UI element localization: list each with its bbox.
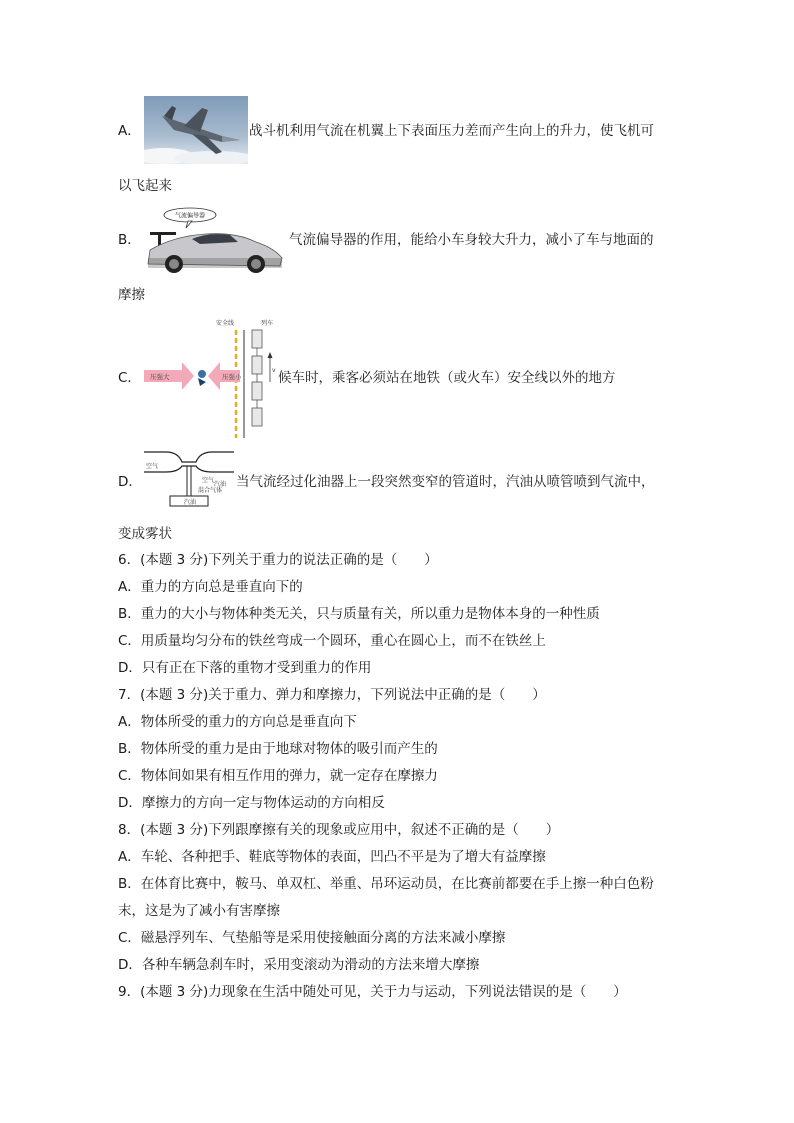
air-label: 空气 <box>146 463 159 470</box>
train-label: 列车 <box>261 320 274 327</box>
q8-option-b-line2: 末，这是为了减小有害摩擦 <box>118 903 280 919</box>
option-b-letter: B． <box>118 232 141 248</box>
q6-option-c: C．用质量均匀分布的铁丝弯成一个圆环，重心在圆心上，而不在铁丝上 <box>118 633 546 649</box>
q6-option-b: B．重力的大小与物体种类无关，只与质量有关，所以重力是物体本身的一种性质 <box>118 606 600 622</box>
option-a-text-line2: 以飞起来 <box>118 178 172 194</box>
option-c-text: 候车时，乘客必须站在地铁（或火车）安全线以外的地方 <box>278 370 616 386</box>
safety-line-label: 安全线 <box>216 320 235 327</box>
spoiler-bubble-label: 气流偏导器 <box>174 212 206 220</box>
option-c-letter: C． <box>118 370 141 386</box>
q6-option-d: D．只有正在下落的重物才受到重力的作用 <box>118 660 372 676</box>
q6-option-a: A．重力的方向总是垂直向下的 <box>118 579 303 595</box>
q7-option-a: A．物体所受的重力的方向总是垂直向下 <box>118 714 357 730</box>
option-d-text-line2: 变成雾状 <box>118 526 172 542</box>
speed-label: v <box>272 367 276 374</box>
pressure-high-label: 压强大 <box>150 373 170 381</box>
q6-stem: 6．(本题 3 分)下列关于重力的说法正确的是（ ） <box>118 552 438 568</box>
option-d-letter: D． <box>118 474 142 490</box>
option-b-text-line2: 摩擦 <box>118 287 145 303</box>
carburetor-diagram <box>144 448 234 510</box>
q7-option-b: B．物体所受的重力是由于地球对物体的吸引而产生的 <box>118 741 438 757</box>
option-a-letter: A． <box>118 123 141 139</box>
q7-option-c: C．物体间如果有相互作用的弹力，就一定存在摩擦力 <box>118 768 438 784</box>
q8-option-a: A．车轮、各种把手、鞋底等物体的表面，凹凸不平是为了增大有益摩擦 <box>118 849 546 865</box>
option-a-text-line1: 战斗机利用气流在机翼上下表面压力差而产生向上的升力，使飞机可 <box>249 123 654 139</box>
q8-option-c: C．磁悬浮列车、气垫船等是采用使接触面分离的方法来减小摩擦 <box>118 930 506 946</box>
option-d-text-line1: 当气流经过化油器上一段突然变窄的管道时，汽油从喷管喷到气流中， <box>236 474 655 490</box>
q8-option-b-line1: B．在体育比赛中，鞍马、单双杠、举重、吊环运动员，在比赛前都要在手上擦一种白色粉 <box>118 876 654 892</box>
mixture-label: 混合气体 <box>198 487 223 494</box>
q8-stem: 8．(本题 3 分)下列跟摩擦有关的现象或应用中，叙述不正确的是（ ） <box>118 822 560 838</box>
option-b-text-line1: 气流偏导器的作用，能给小车身较大升力，减小了车与地面的 <box>289 232 654 248</box>
pressure-low-label: 压强小 <box>222 373 242 381</box>
gas-label: 汽油 <box>214 481 227 488</box>
q7-option-d: D．摩擦力的方向一定与物体运动的方向相反 <box>118 795 385 811</box>
gasoline-label: 汽油 <box>184 499 197 506</box>
fighter-jet-image <box>144 96 248 164</box>
q8-option-d: D．各种车辆急刹车时，采用变滚动为滑动的方法来增大摩擦 <box>118 957 480 973</box>
air-label-2: 空气 <box>202 477 215 484</box>
platform-diagram <box>144 316 276 438</box>
q9-stem: 9．(本题 3 分)力现象在生活中随处可见，关于力与运动，下列说法错误的是（ ） <box>118 984 627 1000</box>
race-car-image <box>144 206 286 274</box>
q7-stem: 7．(本题 3 分)关于重力、弹力和摩擦力，下列说法中正确的是（ ） <box>118 687 546 703</box>
